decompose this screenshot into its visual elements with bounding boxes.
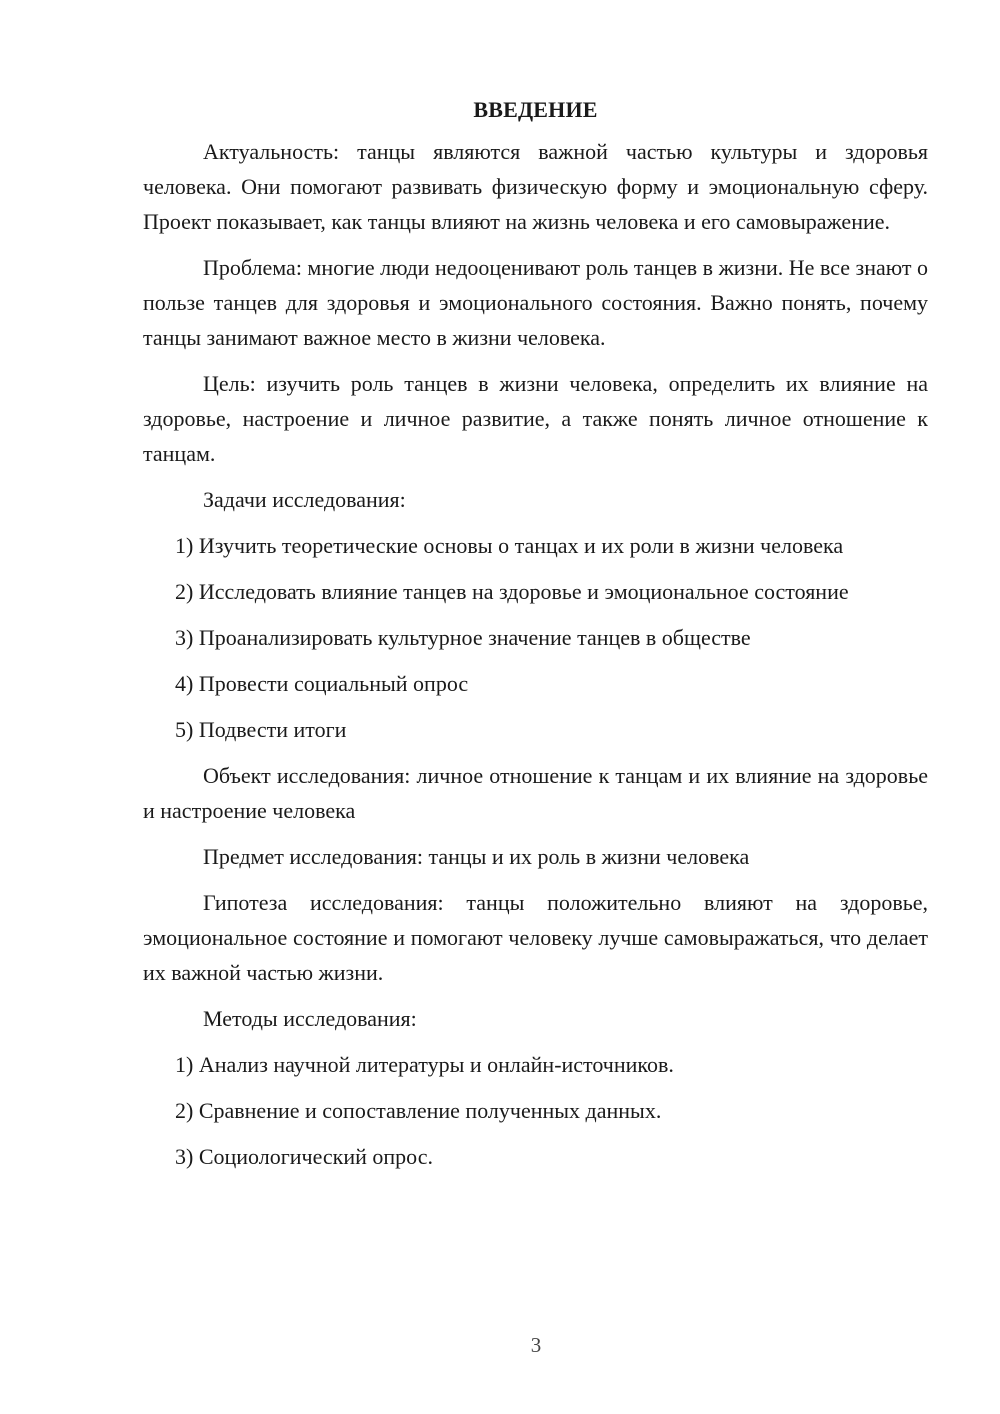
subject-paragraph: Предмет исследования: танцы и их роль в жизни человека — [203, 844, 750, 869]
task-item-3: 3) Проанализировать культурное значение танцев в обществе — [175, 625, 751, 650]
methods-heading: Методы исследования: — [203, 1006, 417, 1031]
task-item-2: 2) Исследовать влияние танцев на здоровье и эмоциональное состояние — [175, 579, 849, 604]
methods-list — [143, 1047, 928, 1174]
object-paragraph: Объект исследования: личное отношение к танцам и их влияние на здоровье и настроение человека — [143, 763, 928, 823]
section-title: ВВЕДЕНИЕ — [473, 97, 598, 122]
problem-paragraph: Проблема: многие люди недооценивают роль танцев в жизни. Не все знают о пользе танцев для здоровья и эмоционального состояния. Важно понять, почему танцы занимают важное место в жизни человека. — [143, 255, 928, 350]
task-item-1: 1) Изучить теоретические основы о танцах и их роли в жизни человека — [175, 533, 844, 558]
document-page — [143, 96, 928, 1185]
relevance-paragraph: Актуальность: танцы являются важной частью культуры и здоровья человека. Они помогают развивать физическую форму и эмоциональную сферу. Проект показывает, как танцы влияют на жизнь человека и его самовыражение. — [143, 139, 928, 234]
goal-paragraph: Цель: изучить роль танцев в жизни человека, определить их влияние на здоровье, настроение и личное развитие, а также понять личное отношение к танцам. — [143, 371, 928, 466]
tasks-list — [143, 528, 928, 747]
task-item-5: 5) Подвести итоги — [175, 717, 347, 742]
method-item-2: 2) Сравнение и сопоставление полученных данных. — [175, 1098, 662, 1123]
task-item-4: 4) Провести социальный опрос — [175, 671, 469, 696]
tasks-heading: Задачи исследования: — [203, 487, 406, 512]
method-item-3: 3) Социологический опрос. — [175, 1144, 433, 1169]
method-item-1: 1) Анализ научной литературы и онлайн-источников. — [175, 1052, 674, 1077]
hypothesis-paragraph: Гипотеза исследования: танцы положительно влияют на здоровье, эмоциональное состояние и помогают человеку лучше самовыражаться, что делает их важной частью жизни. — [143, 890, 928, 985]
page-number: 3 — [530, 1333, 542, 1357]
